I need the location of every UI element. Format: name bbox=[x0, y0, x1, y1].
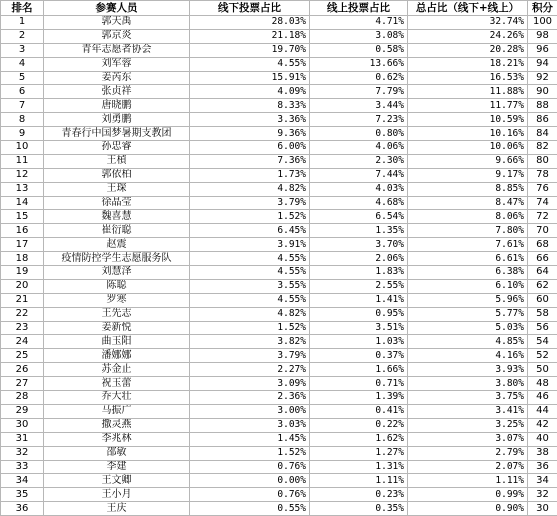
header-name[interactable]: 参赛人员 bbox=[44, 1, 190, 16]
cell-score[interactable]: 70 bbox=[528, 224, 557, 238]
cell-rank[interactable]: 36 bbox=[1, 502, 44, 516]
cell-online-share[interactable]: 1.66% bbox=[310, 363, 408, 377]
cell-score[interactable]: 52 bbox=[528, 349, 557, 363]
cell-score[interactable]: 50 bbox=[528, 363, 557, 377]
cell-online-share[interactable]: 13.66% bbox=[310, 57, 408, 71]
cell-total-share[interactable]: 5.03% bbox=[408, 321, 528, 335]
table-row bbox=[1, 391, 557, 405]
cell-total-share[interactable]: 9.66% bbox=[408, 154, 528, 168]
cell-rank[interactable]: 33 bbox=[1, 460, 44, 474]
cell-offline-share[interactable]: 3.36% bbox=[190, 113, 310, 127]
cell-total-share[interactable]: 8.85% bbox=[408, 182, 528, 196]
cell-offline-share[interactable]: 3.09% bbox=[190, 377, 310, 391]
table-row bbox=[1, 418, 557, 432]
cell-online-share[interactable]: 1.39% bbox=[310, 391, 408, 405]
cell-score[interactable]: 74 bbox=[528, 196, 557, 210]
cell-rank[interactable]: 22 bbox=[1, 307, 44, 321]
header-score[interactable]: 积分 bbox=[528, 1, 557, 16]
cell-rank[interactable]: 24 bbox=[1, 335, 44, 349]
cell-offline-share[interactable]: 28.03% bbox=[190, 16, 310, 30]
cell-online-share[interactable]: 2.30% bbox=[310, 154, 408, 168]
cell-total-share[interactable]: 9.17% bbox=[408, 168, 528, 182]
cell-score[interactable]: 96 bbox=[528, 43, 557, 57]
cell-rank[interactable]: 31 bbox=[1, 432, 44, 446]
cell-offline-share[interactable]: 6.45% bbox=[190, 224, 310, 238]
cell-online-share[interactable]: 0.23% bbox=[310, 488, 408, 502]
cell-offline-share[interactable]: 1.45% bbox=[190, 432, 310, 446]
cell-rank[interactable]: 25 bbox=[1, 349, 44, 363]
cell-name[interactable]: 刘军蓉 bbox=[44, 57, 190, 71]
cell-name[interactable]: 李建 bbox=[44, 460, 190, 474]
table-row bbox=[1, 474, 557, 488]
table-row bbox=[1, 363, 557, 377]
cell-name[interactable]: 王楨 bbox=[44, 154, 190, 168]
cell-online-share[interactable]: 4.71% bbox=[310, 16, 408, 30]
cell-rank[interactable]: 8 bbox=[1, 113, 44, 127]
cell-online-share[interactable]: 0.62% bbox=[310, 71, 408, 85]
cell-online-share[interactable]: 1.62% bbox=[310, 432, 408, 446]
table-row bbox=[1, 377, 557, 391]
cell-total-share[interactable]: 3.07% bbox=[408, 432, 528, 446]
cell-score[interactable]: 82 bbox=[528, 141, 557, 155]
cell-rank[interactable]: 16 bbox=[1, 224, 44, 238]
table-row bbox=[1, 488, 557, 502]
cell-online-share[interactable]: 7.23% bbox=[310, 113, 408, 127]
cell-online-share[interactable]: 3.70% bbox=[310, 238, 408, 252]
cell-rank[interactable]: 6 bbox=[1, 85, 44, 99]
cell-name[interactable]: 姜新悦 bbox=[44, 321, 190, 335]
cell-name[interactable]: 王先志 bbox=[44, 307, 190, 321]
cell-online-share[interactable]: 1.03% bbox=[310, 335, 408, 349]
cell-name[interactable]: 郭依柏 bbox=[44, 168, 190, 182]
table-row bbox=[1, 279, 557, 293]
cell-score[interactable]: 68 bbox=[528, 238, 557, 252]
cell-name[interactable]: 邵敏 bbox=[44, 446, 190, 460]
cell-rank[interactable]: 4 bbox=[1, 57, 44, 71]
cell-total-share[interactable]: 4.85% bbox=[408, 335, 528, 349]
cell-score[interactable]: 36 bbox=[528, 460, 557, 474]
cell-online-share[interactable]: 3.51% bbox=[310, 321, 408, 335]
table-row bbox=[1, 502, 557, 516]
cell-score[interactable]: 100 bbox=[528, 16, 557, 30]
cell-offline-share[interactable]: 15.91% bbox=[190, 71, 310, 85]
table-body bbox=[1, 16, 557, 516]
cell-rank[interactable]: 17 bbox=[1, 238, 44, 252]
cell-online-share[interactable]: 1.83% bbox=[310, 266, 408, 280]
cell-rank[interactable]: 9 bbox=[1, 127, 44, 141]
cell-offline-share[interactable]: 7.36% bbox=[190, 154, 310, 168]
table-row bbox=[1, 404, 557, 418]
table-row bbox=[1, 460, 557, 474]
cell-name[interactable]: 撒灵燕 bbox=[44, 418, 190, 432]
cell-name[interactable]: 王文卿 bbox=[44, 474, 190, 488]
table-row bbox=[1, 99, 557, 113]
cell-rank[interactable]: 2 bbox=[1, 29, 44, 43]
cell-rank[interactable]: 10 bbox=[1, 141, 44, 155]
cell-total-share[interactable]: 20.28% bbox=[408, 43, 528, 57]
cell-name[interactable]: 青年志愿者协会 bbox=[44, 43, 190, 57]
table-row bbox=[1, 238, 557, 252]
cell-total-share[interactable]: 5.96% bbox=[408, 293, 528, 307]
cell-total-share[interactable]: 0.90% bbox=[408, 502, 528, 516]
cell-rank[interactable]: 28 bbox=[1, 391, 44, 405]
cell-offline-share[interactable]: 0.76% bbox=[190, 460, 310, 474]
table-row bbox=[1, 432, 557, 446]
cell-total-share[interactable]: 11.88% bbox=[408, 85, 528, 99]
cell-rank[interactable]: 32 bbox=[1, 446, 44, 460]
cell-offline-share[interactable]: 3.00% bbox=[190, 404, 310, 418]
cell-online-share[interactable]: 3.08% bbox=[310, 29, 408, 43]
cell-rank[interactable]: 19 bbox=[1, 266, 44, 280]
cell-score[interactable]: 90 bbox=[528, 85, 557, 99]
cell-score[interactable]: 34 bbox=[528, 474, 557, 488]
cell-total-share[interactable]: 4.16% bbox=[408, 349, 528, 363]
cell-online-share[interactable]: 0.80% bbox=[310, 127, 408, 141]
cell-total-share[interactable]: 10.06% bbox=[408, 141, 528, 155]
cell-score[interactable]: 38 bbox=[528, 446, 557, 460]
table-row bbox=[1, 71, 557, 85]
cell-online-share[interactable]: 4.03% bbox=[310, 182, 408, 196]
cell-score[interactable]: 86 bbox=[528, 113, 557, 127]
cell-name[interactable]: 崔衍聪 bbox=[44, 224, 190, 238]
cell-score[interactable]: 48 bbox=[528, 377, 557, 391]
cell-online-share[interactable]: 0.22% bbox=[310, 418, 408, 432]
cell-offline-share[interactable]: 3.03% bbox=[190, 418, 310, 432]
cell-rank[interactable]: 21 bbox=[1, 293, 44, 307]
cell-score[interactable]: 92 bbox=[528, 71, 557, 85]
cell-rank[interactable]: 13 bbox=[1, 182, 44, 196]
cell-online-share[interactable]: 1.35% bbox=[310, 224, 408, 238]
cell-score[interactable]: 42 bbox=[528, 418, 557, 432]
cell-score[interactable]: 60 bbox=[528, 293, 557, 307]
cell-total-share[interactable]: 18.21% bbox=[408, 57, 528, 71]
cell-score[interactable]: 44 bbox=[528, 404, 557, 418]
cell-online-share[interactable]: 1.27% bbox=[310, 446, 408, 460]
cell-offline-share[interactable]: 2.27% bbox=[190, 363, 310, 377]
cell-total-share[interactable]: 0.99% bbox=[408, 488, 528, 502]
cell-offline-share[interactable]: 3.79% bbox=[190, 349, 310, 363]
cell-offline-share[interactable]: 4.55% bbox=[190, 293, 310, 307]
table-row bbox=[1, 29, 557, 43]
cell-online-share[interactable]: 6.54% bbox=[310, 210, 408, 224]
cell-online-share[interactable]: 0.58% bbox=[310, 43, 408, 57]
cell-total-share[interactable]: 5.77% bbox=[408, 307, 528, 321]
cell-rank[interactable]: 35 bbox=[1, 488, 44, 502]
cell-name[interactable]: 陈聪 bbox=[44, 279, 190, 293]
cell-total-share[interactable]: 8.06% bbox=[408, 210, 528, 224]
cell-score[interactable]: 78 bbox=[528, 168, 557, 182]
table-row bbox=[1, 321, 557, 335]
table-row bbox=[1, 224, 557, 238]
cell-offline-share[interactable]: 3.79% bbox=[190, 196, 310, 210]
table-row bbox=[1, 127, 557, 141]
cell-name[interactable]: 李兆林 bbox=[44, 432, 190, 446]
cell-total-share[interactable]: 3.75% bbox=[408, 391, 528, 405]
cell-name[interactable]: 孙忠睿 bbox=[44, 141, 190, 155]
cell-total-share[interactable]: 3.80% bbox=[408, 377, 528, 391]
cell-score[interactable]: 32 bbox=[528, 488, 557, 502]
cell-offline-share[interactable]: 4.82% bbox=[190, 307, 310, 321]
cell-total-share[interactable]: 16.53% bbox=[408, 71, 528, 85]
cell-total-share[interactable]: 6.10% bbox=[408, 279, 528, 293]
cell-rank[interactable]: 29 bbox=[1, 404, 44, 418]
cell-name[interactable]: 青春行中国梦暑期支教团 bbox=[44, 127, 190, 141]
cell-offline-share[interactable]: 6.00% bbox=[190, 141, 310, 155]
cell-offline-share[interactable]: 4.82% bbox=[190, 182, 310, 196]
cell-offline-share[interactable]: 4.55% bbox=[190, 57, 310, 71]
cell-score[interactable]: 30 bbox=[528, 502, 557, 516]
cell-offline-share[interactable]: 9.36% bbox=[190, 127, 310, 141]
table-row bbox=[1, 85, 557, 99]
cell-offline-share[interactable]: 2.36% bbox=[190, 391, 310, 405]
cell-offline-share[interactable]: 0.00% bbox=[190, 474, 310, 488]
cell-name[interactable]: 姜芮东 bbox=[44, 71, 190, 85]
cell-name[interactable]: 赵震 bbox=[44, 238, 190, 252]
cell-name[interactable]: 王庆 bbox=[44, 502, 190, 516]
table-row bbox=[1, 307, 557, 321]
cell-total-share[interactable]: 3.93% bbox=[408, 363, 528, 377]
table-row bbox=[1, 43, 557, 57]
cell-score[interactable]: 56 bbox=[528, 321, 557, 335]
cell-online-share[interactable]: 1.41% bbox=[310, 293, 408, 307]
cell-name[interactable]: 潘娜娜 bbox=[44, 349, 190, 363]
cell-rank[interactable]: 30 bbox=[1, 418, 44, 432]
cell-online-share[interactable]: 4.06% bbox=[310, 141, 408, 155]
cell-rank[interactable]: 27 bbox=[1, 377, 44, 391]
cell-offline-share[interactable]: 4.55% bbox=[190, 252, 310, 266]
cell-name[interactable]: 王琛 bbox=[44, 182, 190, 196]
cell-score[interactable]: 54 bbox=[528, 335, 557, 349]
table-row bbox=[1, 210, 557, 224]
cell-name[interactable]: 张贞祥 bbox=[44, 85, 190, 99]
cell-name[interactable]: 乔大壮 bbox=[44, 391, 190, 405]
table-row bbox=[1, 196, 557, 210]
cell-rank[interactable]: 26 bbox=[1, 363, 44, 377]
cell-score[interactable]: 98 bbox=[528, 29, 557, 43]
cell-rank[interactable]: 7 bbox=[1, 99, 44, 113]
table-row bbox=[1, 182, 557, 196]
cell-score[interactable]: 62 bbox=[528, 279, 557, 293]
cell-total-share[interactable]: 2.07% bbox=[408, 460, 528, 474]
cell-name[interactable]: 疫情防控学生志愿服务队 bbox=[44, 252, 190, 266]
cell-score[interactable]: 72 bbox=[528, 210, 557, 224]
cell-offline-share[interactable]: 3.82% bbox=[190, 335, 310, 349]
table-row bbox=[1, 16, 557, 30]
cell-total-share[interactable]: 6.38% bbox=[408, 266, 528, 280]
cell-rank[interactable]: 5 bbox=[1, 71, 44, 85]
cell-total-share[interactable]: 8.47% bbox=[408, 196, 528, 210]
table-row bbox=[1, 446, 557, 460]
cell-name[interactable]: 郭京炎 bbox=[44, 29, 190, 43]
cell-total-share[interactable]: 10.16% bbox=[408, 127, 528, 141]
table-row bbox=[1, 113, 557, 127]
cell-score[interactable]: 80 bbox=[528, 154, 557, 168]
table-row bbox=[1, 168, 557, 182]
cell-rank[interactable]: 3 bbox=[1, 43, 44, 57]
cell-offline-share[interactable]: 0.55% bbox=[190, 502, 310, 516]
cell-online-share[interactable]: 1.11% bbox=[310, 474, 408, 488]
cell-online-share[interactable]: 7.79% bbox=[310, 85, 408, 99]
cell-name[interactable]: 刘勇鹏 bbox=[44, 113, 190, 127]
cell-total-share[interactable]: 24.26% bbox=[408, 29, 528, 43]
table-row bbox=[1, 57, 557, 71]
header-row bbox=[1, 1, 557, 16]
cell-rank[interactable]: 11 bbox=[1, 154, 44, 168]
cell-total-share[interactable]: 11.77% bbox=[408, 99, 528, 113]
header-rank[interactable]: 排名 bbox=[1, 1, 44, 16]
cell-rank[interactable]: 1 bbox=[1, 16, 44, 30]
cell-name[interactable]: 马振广 bbox=[44, 404, 190, 418]
cell-online-share[interactable]: 4.68% bbox=[310, 196, 408, 210]
table-row bbox=[1, 266, 557, 280]
cell-online-share[interactable]: 0.35% bbox=[310, 502, 408, 516]
cell-offline-share[interactable]: 21.18% bbox=[190, 29, 310, 43]
cell-online-share[interactable]: 0.41% bbox=[310, 404, 408, 418]
header-total-share[interactable]: 总占比（线下+线上） bbox=[408, 1, 528, 16]
cell-score[interactable]: 58 bbox=[528, 307, 557, 321]
cell-rank[interactable]: 23 bbox=[1, 321, 44, 335]
cell-online-share[interactable]: 2.06% bbox=[310, 252, 408, 266]
cell-offline-share[interactable]: 4.09% bbox=[190, 85, 310, 99]
cell-offline-share[interactable]: 3.91% bbox=[190, 238, 310, 252]
cell-offline-share[interactable]: 1.52% bbox=[190, 210, 310, 224]
cell-name[interactable]: 徐晶莹 bbox=[44, 196, 190, 210]
cell-rank[interactable]: 15 bbox=[1, 210, 44, 224]
cell-offline-share[interactable]: 1.73% bbox=[190, 168, 310, 182]
cell-total-share[interactable]: 7.80% bbox=[408, 224, 528, 238]
cell-online-share[interactable]: 3.44% bbox=[310, 99, 408, 113]
cell-total-share[interactable]: 7.61% bbox=[408, 238, 528, 252]
table-row bbox=[1, 154, 557, 168]
cell-rank[interactable]: 14 bbox=[1, 196, 44, 210]
table-row bbox=[1, 141, 557, 155]
cell-online-share[interactable]: 0.37% bbox=[310, 349, 408, 363]
table-row bbox=[1, 293, 557, 307]
cell-total-share[interactable]: 3.41% bbox=[408, 404, 528, 418]
cell-name[interactable]: 郭天禹 bbox=[44, 16, 190, 30]
cell-total-share[interactable]: 2.79% bbox=[408, 446, 528, 460]
cell-online-share[interactable]: 0.71% bbox=[310, 377, 408, 391]
cell-total-share[interactable]: 6.61% bbox=[408, 252, 528, 266]
cell-online-share[interactable]: 0.95% bbox=[310, 307, 408, 321]
cell-rank[interactable]: 20 bbox=[1, 279, 44, 293]
cell-offline-share[interactable]: 1.52% bbox=[190, 446, 310, 460]
header-online-share[interactable]: 线上投票占比 bbox=[310, 1, 408, 16]
cell-total-share[interactable]: 3.25% bbox=[408, 418, 528, 432]
cell-online-share[interactable]: 2.55% bbox=[310, 279, 408, 293]
cell-score[interactable]: 76 bbox=[528, 182, 557, 196]
cell-score[interactable]: 84 bbox=[528, 127, 557, 141]
cell-score[interactable]: 46 bbox=[528, 391, 557, 405]
cell-name[interactable]: 魏喜慧 bbox=[44, 210, 190, 224]
cell-name[interactable]: 罗寒 bbox=[44, 293, 190, 307]
cell-total-share[interactable]: 10.59% bbox=[408, 113, 528, 127]
cell-rank[interactable]: 12 bbox=[1, 168, 44, 182]
cell-offline-share[interactable]: 0.76% bbox=[190, 488, 310, 502]
cell-total-share[interactable]: 1.11% bbox=[408, 474, 528, 488]
cell-rank[interactable]: 34 bbox=[1, 474, 44, 488]
table-row bbox=[1, 252, 557, 266]
cell-offline-share[interactable]: 4.55% bbox=[190, 266, 310, 280]
cell-name[interactable]: 苏金止 bbox=[44, 363, 190, 377]
cell-offline-share[interactable]: 1.52% bbox=[190, 321, 310, 335]
table-row bbox=[1, 349, 557, 363]
cell-name[interactable]: 祝玉蕾 bbox=[44, 377, 190, 391]
cell-offline-share[interactable]: 19.70% bbox=[190, 43, 310, 57]
cell-online-share[interactable]: 1.31% bbox=[310, 460, 408, 474]
cell-score[interactable]: 64 bbox=[528, 266, 557, 280]
cell-name[interactable]: 唐晓鹏 bbox=[44, 99, 190, 113]
cell-score[interactable]: 94 bbox=[528, 57, 557, 71]
cell-offline-share[interactable]: 3.55% bbox=[190, 279, 310, 293]
cell-name[interactable]: 刘慧泽 bbox=[44, 266, 190, 280]
cell-online-share[interactable]: 7.44% bbox=[310, 168, 408, 182]
cell-rank[interactable]: 18 bbox=[1, 252, 44, 266]
header-offline-share[interactable]: 线下投票占比 bbox=[190, 1, 310, 16]
cell-total-share[interactable]: 32.74% bbox=[408, 16, 528, 30]
cell-score[interactable]: 66 bbox=[528, 252, 557, 266]
cell-score[interactable]: 88 bbox=[528, 99, 557, 113]
cell-name[interactable]: 曲玉阳 bbox=[44, 335, 190, 349]
table-row bbox=[1, 335, 557, 349]
cell-offline-share[interactable]: 8.33% bbox=[190, 99, 310, 113]
cell-name[interactable]: 王小月 bbox=[44, 488, 190, 502]
cell-score[interactable]: 40 bbox=[528, 432, 557, 446]
